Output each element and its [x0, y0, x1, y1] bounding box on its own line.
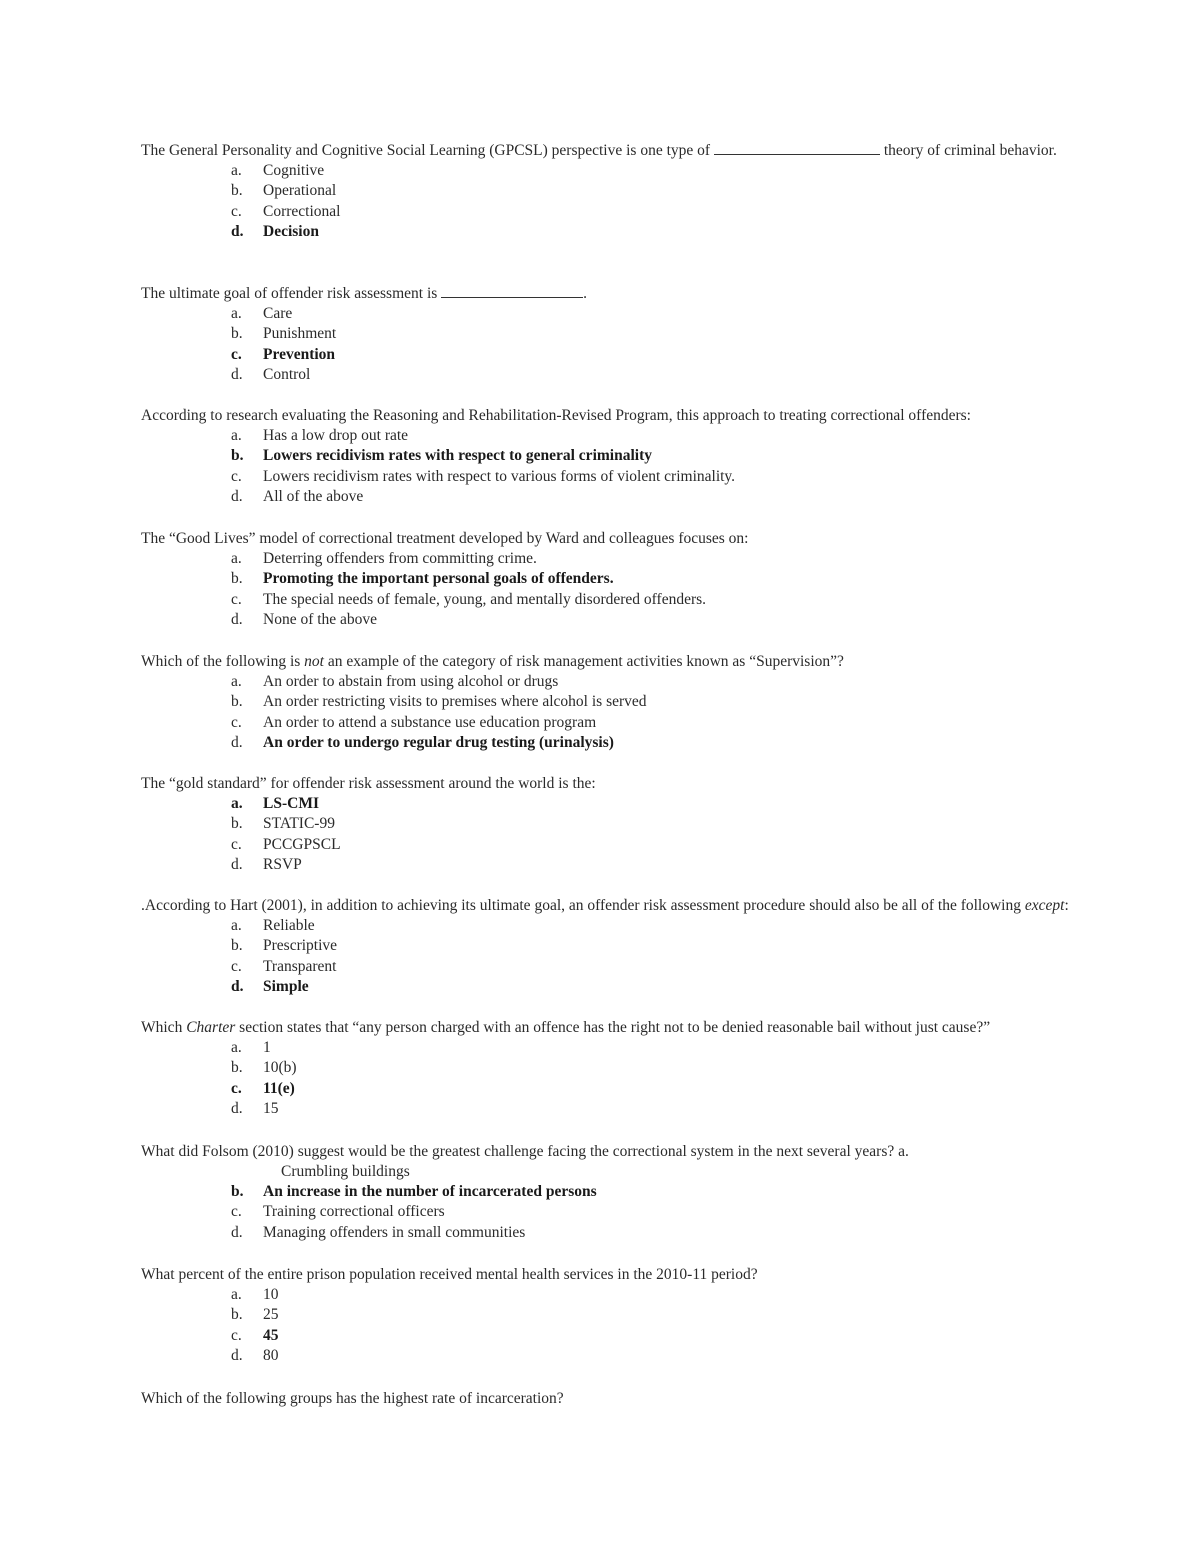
option-b: b. An order restricting visits to premises where alcohol is served	[231, 693, 647, 711]
question-8	[141, 1018, 1071, 1120]
question-9	[141, 1142, 1071, 1243]
option-a: a. Has a low drop out rate	[231, 427, 409, 444]
option-a: a. Care	[231, 305, 293, 322]
question-11	[141, 1389, 1071, 1409]
question-6	[141, 774, 1071, 876]
option-list	[141, 672, 1071, 754]
question-4	[141, 529, 1071, 631]
option-c: c. An order to attend a substance use education program	[231, 713, 597, 731]
option-d-answer: d. Decision	[231, 223, 319, 241]
question-5	[141, 652, 1071, 754]
option-c: c. Training correctional officers	[231, 1203, 445, 1221]
question-stem: .According to Hart (2001), in addition to achieving its ultimate goal, an offender risk assessment procedure should also be all of the following except:	[141, 897, 1069, 914]
option-a: a. Reliable	[231, 917, 315, 934]
option-c: c. Correctional	[231, 202, 341, 220]
option-b: b. STATIC-99	[231, 815, 335, 833]
option-c: c. The special needs of female, young, and mentally disordered offenders.	[231, 590, 707, 608]
option-list	[141, 161, 1071, 243]
question-3	[141, 406, 1071, 508]
question-stem: The General Personality and Cognitive Social Learning (GPCSL) perspective is one type of theory of criminal behavior.	[141, 142, 1057, 159]
question-stem: Which of the following is not an example of the category of risk management activities known as “Supervision”?	[141, 653, 844, 670]
option-b: b. 25	[231, 1306, 279, 1324]
option-a: a. 1	[231, 1039, 271, 1056]
question-stem: According to research evaluating the Reasoning and Rehabilitation-Revised Program, this approach to treating correctional offenders:	[141, 407, 971, 424]
option-d: d. All of the above	[231, 488, 364, 506]
question-1	[141, 141, 1071, 243]
option-d: d. Managing offenders in small communities	[231, 1223, 526, 1241]
option-d-answer: d. An order to undergo regular drug testing (urinalysis)	[231, 734, 614, 752]
option-c-answer: c. Prevention	[231, 345, 336, 363]
option-b: b. Prescriptive	[231, 937, 338, 955]
option-a: a. 10	[231, 1286, 279, 1303]
option-c-answer: c. 45	[231, 1326, 279, 1344]
option-a-continuation: Crumbling buildings	[281, 1163, 410, 1180]
option-d: d. 80	[231, 1347, 279, 1365]
option-c-answer: c. 11(e)	[231, 1079, 295, 1097]
question-stem: The “gold standard” for offender risk assessment around the world is the:	[141, 775, 596, 792]
question-stem: Which of the following groups has the highest rate of incarceration?	[141, 1390, 564, 1407]
question-10	[141, 1265, 1071, 1367]
answer-blank	[714, 141, 880, 155]
option-list	[141, 916, 1071, 998]
question-7	[141, 896, 1071, 998]
option-c: c. Lowers recidivism rates with respect to various forms of violent criminality.	[231, 467, 736, 485]
option-a: a. Cognitive	[231, 162, 325, 179]
option-d: d. None of the above	[231, 611, 378, 629]
option-d: d. Control	[231, 366, 311, 384]
option-a: a. Deterring offenders from committing crime.	[231, 550, 537, 567]
option-list	[141, 426, 1071, 508]
option-d: d. RSVP	[231, 856, 302, 874]
option-b: b. Punishment	[231, 325, 337, 343]
question-stem: The ultimate goal of offender risk assessment is .	[141, 285, 588, 302]
option-list	[141, 1038, 1071, 1120]
option-list	[141, 1285, 1071, 1367]
option-a: a. An order to abstain from using alcohol or drugs	[231, 673, 559, 690]
option-b-answer: b. Promoting the important personal goals of offenders.	[231, 570, 614, 588]
option-c: c. Transparent	[231, 957, 337, 975]
option-c: c. PCCGPSCL	[231, 835, 341, 853]
question-stem: What did Folsom (2010) suggest would be the greatest challenge facing the correctional system in the next several years? a.	[141, 1143, 909, 1160]
answer-blank	[441, 284, 583, 298]
option-b: b. Operational	[231, 182, 337, 200]
option-d: d. 15	[231, 1100, 279, 1118]
option-d-answer: d. Simple	[231, 978, 309, 996]
question-stem: Which Charter section states that “any person charged with an offence has the right not to be denied reasonable bail without just cause?”	[141, 1019, 991, 1036]
question-2	[141, 284, 1071, 386]
option-list	[141, 549, 1071, 631]
option-b-answer: b. Lowers recidivism rates with respect to general criminality	[231, 447, 652, 465]
option-b: b. 10(b)	[231, 1059, 297, 1077]
option-a-answer: a. LS-CMI	[231, 795, 319, 812]
option-list	[141, 304, 1071, 386]
option-list	[141, 1182, 1071, 1243]
option-b-answer: b. An increase in the number of incarcerated persons	[231, 1183, 597, 1200]
question-stem: The “Good Lives” model of correctional treatment developed by Ward and colleagues focuses on:	[141, 530, 749, 547]
question-stem: What percent of the entire prison population received mental health services in the 2010-11 period?	[141, 1266, 758, 1283]
option-list	[141, 794, 1071, 876]
